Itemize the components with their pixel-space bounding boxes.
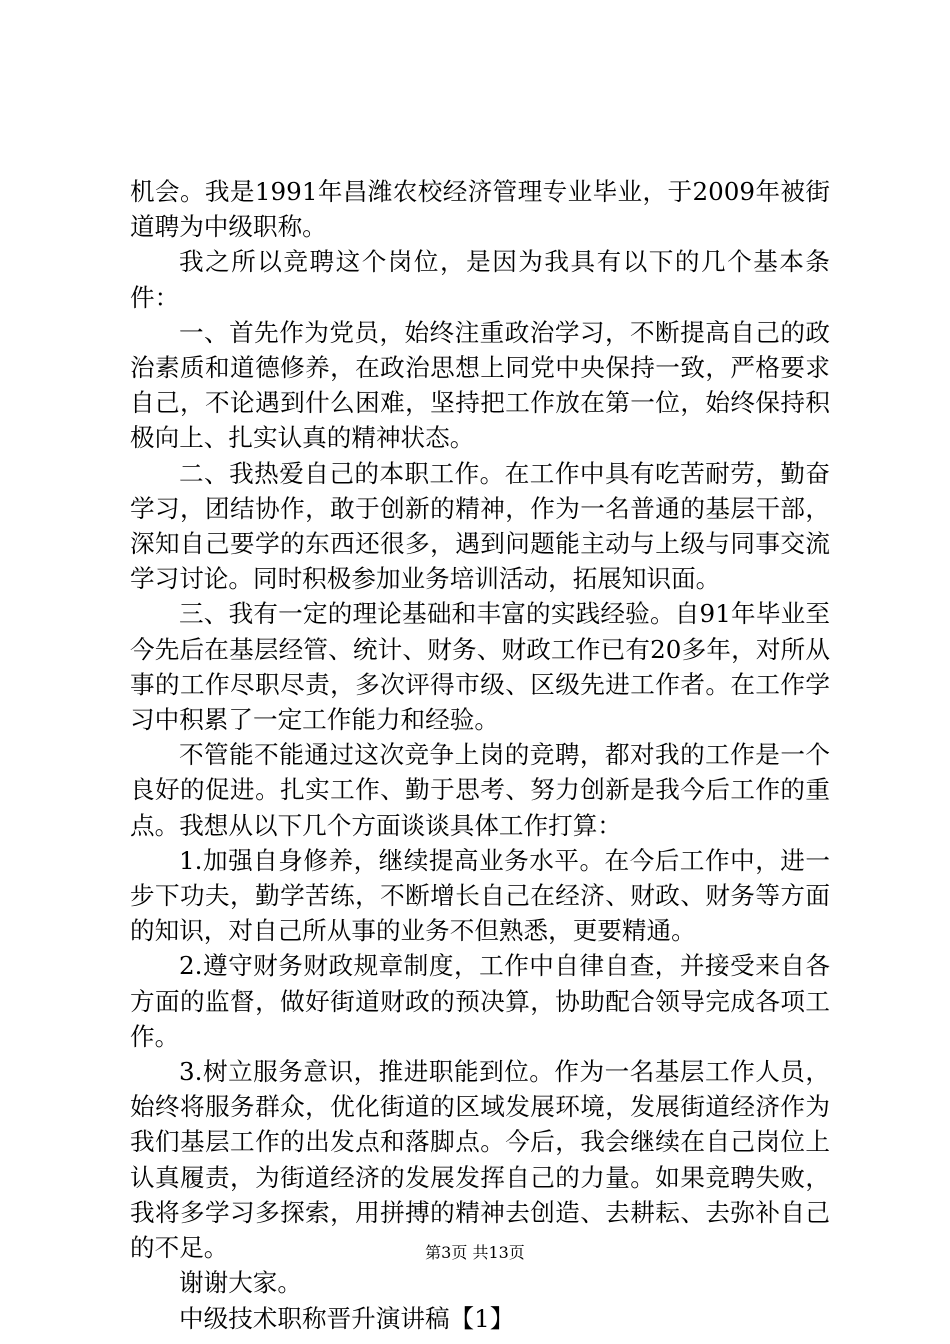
paragraph-4: 二、我热爱自己的本职工作。在工作中具有吃苦耐劳，勤奋学习，团结协作，敢于创新的精神，作为一名普通的基层干部，深知自己要学的东西还很多，遇到问题能主动与上级与同事交流学习讨论。同时积极参加业务培训活动，拓展知识面。: [130, 458, 830, 594]
paragraph-6: 不管能不能通过这次竞争上岗的竞聘，都对我的工作是一个良好的促进。扎实工作、勤于思考、努力创新是我今后工作的重点。我想从以下几个方面谈谈具体工作打算：: [130, 740, 830, 840]
paragraph-8: 2.遵守财务财政规章制度，工作中自律自查，并接受来自各方面的监督，做好街道财政的预决算，协助配合领导完成各项工作。: [130, 951, 830, 1051]
paragraph-2: 我之所以竞聘这个岗位，是因为我具有以下的几个基本条件：: [130, 247, 830, 312]
document-body: [130, 174, 830, 1336]
paragraph-10: 谢谢大家。: [179, 1268, 302, 1298]
page-number-footer: 第3页 共13页: [425, 1243, 525, 1262]
paragraph-11-heading: 中级技术职称晋升演讲稿【1】: [179, 1303, 515, 1333]
paragraph-3: 一、首先作为党员，始终注重政治学习，不断提高自己的政治素质和道德修养，在政治思想上同党中央保持一致，严格要求自己，不论遇到什么困难，坚持把工作放在第一位，始终保持积极向上、扎实认真的精神状态。: [130, 317, 830, 453]
paragraph-5: 三、我有一定的理论基础和丰富的实践经验。自91年毕业至今先后在基层经管、统计、财务、财政工作已有20多年，对所从事的工作尽职尽责，多次评得市级、区级先进工作者。在工作学习中积累了一定工作能力和经验。: [130, 599, 830, 735]
paragraph-9: 3.树立服务意识，推进职能到位。作为一名基层工作人员，始终将服务群众，优化街道的区域发展环境，发展街道经济作为我们基层工作的出发点和落脚点。今后，我会继续在自己岗位上认真履责，为街道经济的发展发挥自己的力量。如果竞聘失败，我将多学习多探索，用拼搏的精神去创造、去耕耘、去弥补自己的不足。: [130, 1057, 830, 1263]
paragraph-7: 1.加强自身修养，继续提高业务水平。在今后工作中，进一步下功夫，勤学苦练，不断增长自己在经济、财政、财务等方面的知识，对自己所从事的业务不但熟悉，更要精通。: [130, 845, 830, 946]
paragraph-1: 机会。我是1991年昌潍农校经济管理专业毕业，于2009年被街道聘为中级职称。: [130, 177, 830, 242]
